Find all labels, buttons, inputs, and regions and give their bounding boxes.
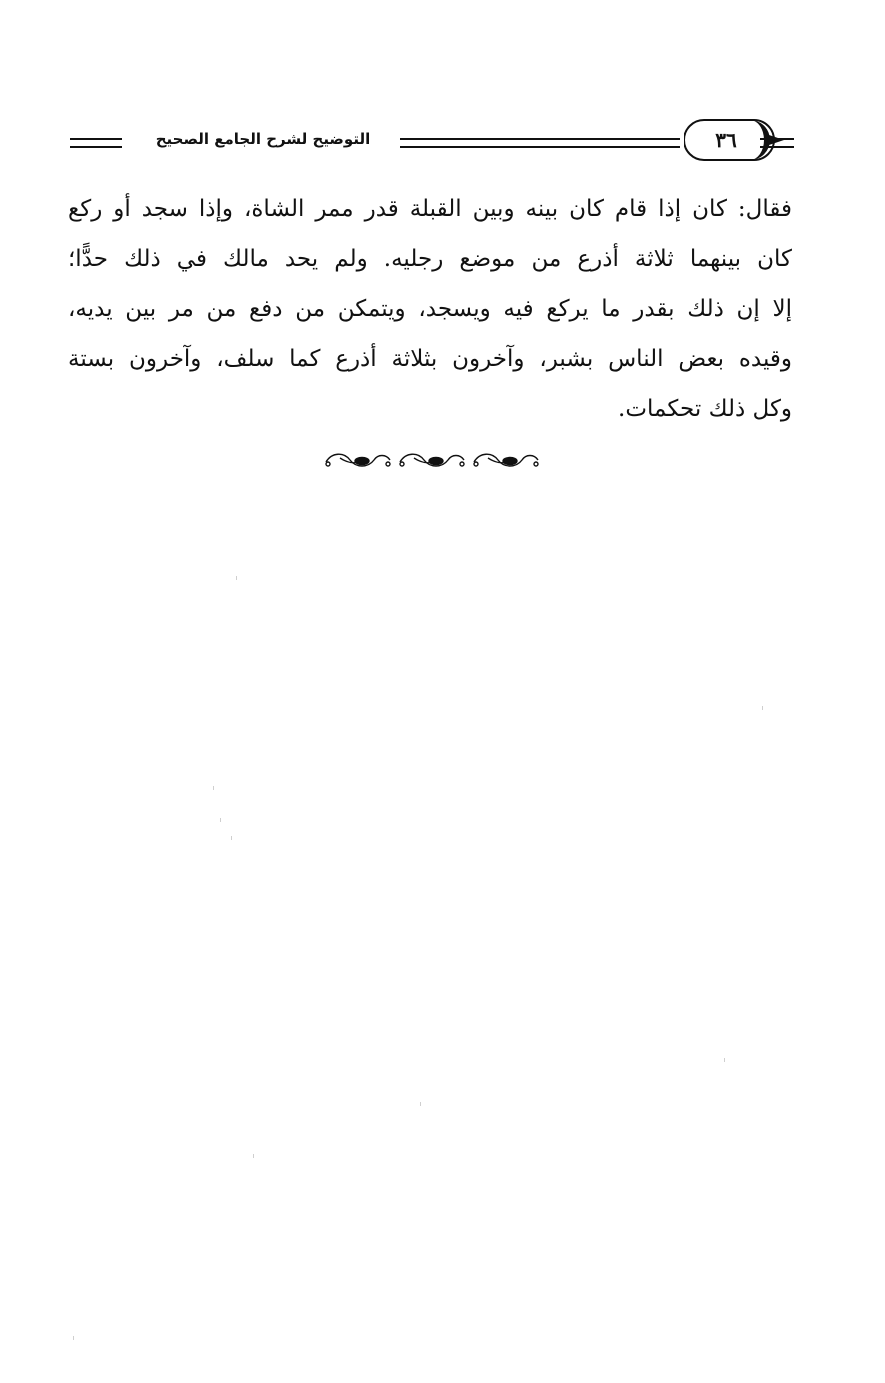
book-title: التوضيح لشرح الجامع الصحيح [155,130,371,148]
header-rule-middle [400,138,680,148]
body-paragraph [68,184,792,434]
header-rule-left [70,138,122,148]
scan-speck [762,706,763,710]
body-line-4: وقيده بعض الناس بشبر، وآخرون بثلاثة أذرع كما سلف، وآخرون بستة [68,346,792,372]
header-rule-right [760,138,794,148]
body-line-5: وكل ذلك تحكمات. [618,396,792,422]
floral-divider-ornament-icon [322,448,544,474]
scan-speck [236,576,237,580]
scan-speck [724,1058,725,1062]
scan-speck [213,786,214,790]
body-line-3: إلا إن ذلك بقدر ما يركع فيه ويسجد، ويتمكن من دفع من مر بين يديه، [68,296,792,322]
scan-speck [420,1102,421,1106]
scan-speck [231,836,232,840]
scan-speck [220,818,221,822]
body-line-1: فقال: كان إذا قام كان بينه وبين القبلة قدر ممر الشاة، وإذا سجد أو ركع [68,196,792,222]
page-number: ٣٦ [715,128,737,152]
scan-speck [73,1336,74,1340]
page-header [70,118,794,166]
body-line-2: كان بينهما ثلاثة أذرع من موضع رجليه. ولم يحد مالك في ذلك حدًّا؛ [68,246,792,272]
scan-speck [253,1154,254,1158]
